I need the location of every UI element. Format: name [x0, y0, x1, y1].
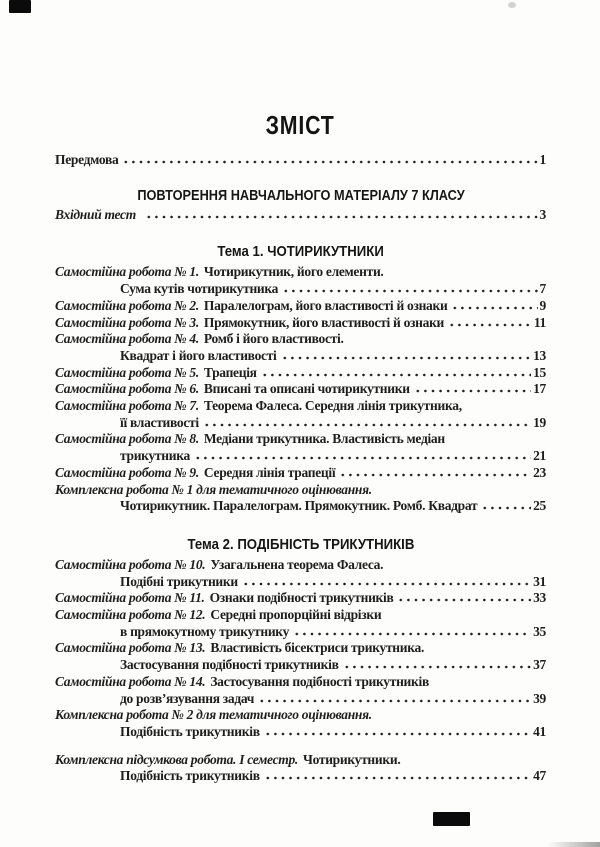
final-entries	[55, 752, 546, 785]
entry-lead-italic: Комплексна робота № 2 для тематичного оцінювання.	[55, 707, 372, 723]
toc-line	[55, 431, 546, 448]
toc-line	[55, 298, 546, 315]
repetition-entries	[55, 207, 546, 224]
entry-lead-italic: Комплексна підсумкова робота. І семестр.	[55, 751, 298, 767]
entry-title: Подібні трикутники	[120, 573, 238, 589]
entry-title: Передмова	[55, 152, 119, 167]
entry-lead-italic: Самостійна робота № 4.	[55, 331, 199, 347]
entry-title: Прямокутник, його властивості й ознаки	[203, 314, 445, 330]
toc-entry	[55, 752, 546, 785]
preface-block	[55, 152, 546, 169]
entry-title: Властивість бісектриси трикутника.	[210, 640, 425, 656]
entry-lead-italic: Комплексна робота № 1 для тематичного оцінювання.	[55, 481, 372, 497]
page-number: 11	[533, 314, 546, 330]
page-number: 35	[533, 623, 546, 639]
entry-title: Подібність трикутників	[120, 768, 260, 784]
toc-line	[55, 498, 546, 515]
page-number: 17	[533, 381, 546, 397]
dot-leader	[264, 768, 531, 780]
entry-title: Середня лінія трапеції	[203, 464, 336, 480]
entry-lead-italic: Самостійна робота № 2.	[55, 297, 199, 313]
toc-entry	[55, 207, 546, 224]
toc-entry	[55, 465, 546, 482]
page-number: 19	[533, 414, 546, 430]
toc-line	[55, 381, 546, 398]
page-title: ЗМІСТ	[265, 110, 335, 140]
entry-title: Трапеція	[203, 364, 257, 380]
entry-title: в прямокутному трикутнику	[120, 623, 290, 639]
toc-line	[55, 607, 546, 624]
page-number: 13	[533, 347, 546, 363]
entry-title: до розв’язування задач	[120, 690, 255, 706]
dot-leader	[281, 348, 532, 360]
dot-leader	[293, 624, 531, 636]
page-number: 1	[539, 152, 546, 167]
dot-leader	[264, 724, 531, 736]
entry-lead-italic: Самостійна робота № 6.	[55, 381, 199, 397]
table-of-contents	[55, 152, 546, 785]
entry-title: Середні пропорційні відрізки	[210, 607, 382, 623]
toc-line	[55, 707, 546, 724]
toc-line	[55, 752, 546, 769]
toc-line	[55, 331, 546, 348]
entry-title: Узагальнена теорема Фалеса.	[210, 556, 384, 572]
entry-title: Чотирикутники.	[302, 751, 401, 767]
dot-leader	[203, 415, 531, 427]
dot-leader	[122, 152, 537, 164]
page-number: 33	[533, 590, 546, 606]
dot-leader	[145, 207, 538, 219]
toc-entry	[55, 398, 546, 431]
toc-line	[55, 574, 546, 591]
entry-lead-italic: Вхідний тест	[55, 206, 136, 222]
theme2-entries	[55, 557, 546, 741]
dot-leader	[339, 465, 531, 477]
dot-leader	[258, 691, 531, 703]
toc-entry	[55, 482, 546, 515]
entry-lead-italic: Самостійна робота № 9.	[55, 464, 199, 480]
entry-title: Чотирикутник. Паралелограм. Прямокутник. Ромб. Квадрат	[120, 498, 478, 514]
dot-leader	[261, 365, 531, 377]
toc-line	[55, 448, 546, 465]
dot-leader	[343, 657, 532, 669]
toc-line	[55, 691, 546, 708]
entry-title: Теорема Фалеса. Середня лінія трикутника,	[203, 398, 462, 414]
toc-line	[55, 152, 546, 169]
toc-line	[55, 348, 546, 365]
toc-entry	[55, 315, 546, 332]
page-number: 7	[539, 281, 546, 297]
page-number: 37	[533, 657, 546, 673]
toc-entry	[55, 431, 546, 464]
entry-title: Вписані та описані чотирикутники	[203, 381, 410, 397]
toc-line	[55, 482, 546, 499]
entry-title: Сума кутів чотирикутника	[120, 281, 279, 297]
toc-line	[55, 590, 546, 607]
entry-lead-italic: Самостійна робота № 12.	[55, 607, 206, 623]
toc-entry	[55, 590, 546, 607]
toc-line	[55, 557, 546, 574]
entry-lead-italic: Самостійна робота № 10.	[55, 556, 206, 572]
toc-line	[55, 281, 546, 298]
toc-entry	[55, 607, 546, 640]
dot-leader	[481, 498, 531, 510]
entry-title: Подібність трикутників	[120, 723, 260, 739]
entry-title: Квадрат і його властивості	[120, 347, 277, 363]
entry-lead-italic: Самостійна робота № 8.	[55, 431, 199, 447]
entry-lead-italic: Самостійна робота № 7.	[55, 398, 199, 414]
toc-line	[55, 315, 546, 332]
dot-leader	[397, 590, 531, 602]
entry-title: Чотирикутник, його елементи.	[203, 264, 384, 280]
dot-leader	[414, 381, 531, 393]
toc-line	[55, 415, 546, 432]
toc-entry	[55, 381, 546, 398]
page-number: 39	[533, 690, 546, 706]
toc-entry	[55, 264, 546, 297]
toc-entry	[55, 365, 546, 382]
toc-line	[55, 365, 546, 382]
toc-line	[55, 657, 546, 674]
print-mark-top-left	[9, 0, 31, 13]
toc-line	[55, 768, 546, 785]
entry-lead-italic: Самостійна робота № 3.	[55, 314, 199, 330]
section-heading-repetition: ПОВТОРЕННЯ НАВЧАЛЬНОГО МАТЕРІАЛУ 7 КЛАСУ	[136, 187, 465, 204]
entry-lead-italic: Самостійна робота № 11.	[55, 590, 205, 606]
print-mark-bottom	[433, 812, 470, 826]
entry-lead-italic: Самостійна робота № 5.	[55, 364, 199, 380]
dot-leader	[451, 298, 537, 310]
toc-entry	[55, 557, 546, 590]
section-heading-theme1: Тема 1. ЧОТИРИКУТНИКИ	[217, 243, 384, 261]
entry-title: трикутника	[120, 448, 190, 464]
entry-lead-italic: Самостійна робота № 13.	[55, 640, 206, 656]
scan-smudge	[548, 842, 600, 847]
page-number: 21	[533, 448, 546, 464]
toc-entry	[55, 298, 546, 315]
page-number: 47	[533, 768, 546, 784]
toc-line	[55, 207, 546, 224]
page-number: 41	[533, 723, 546, 739]
entry-title: Ромб і його властивості.	[203, 331, 344, 347]
toc-line	[55, 465, 546, 482]
page-number: 31	[533, 573, 546, 589]
scan-speck	[508, 2, 516, 8]
entry-lead-italic: Самостійна робота № 1.	[55, 264, 199, 280]
toc-entry	[55, 674, 546, 707]
toc-line	[55, 264, 546, 281]
entry-title: її властивості	[120, 414, 199, 430]
entry-lead-italic: Самостійна робота № 14.	[55, 673, 206, 689]
entry-title: Ознаки подібності трикутників	[209, 590, 394, 606]
theme1-entries	[55, 264, 546, 515]
page-number: 9	[539, 297, 546, 313]
page-number: 3	[539, 206, 546, 222]
page-number: 15	[533, 364, 546, 380]
dot-leader	[194, 448, 531, 460]
entry-title: Застосування подібності трикутників	[210, 673, 429, 689]
entry-title: Застосування подібності трикутників	[120, 657, 339, 673]
page-number: 23	[533, 464, 546, 480]
toc-line	[55, 640, 546, 657]
toc-entry	[55, 707, 546, 740]
toc-line	[55, 398, 546, 415]
section-heading-theme2: Тема 2. ПОДІБНІСТЬ ТРИКУТНИКІВ	[187, 535, 414, 553]
toc-entry	[55, 152, 546, 169]
toc-line	[55, 624, 546, 641]
toc-entry	[55, 331, 546, 364]
entry-title: Паралелограм, його властивості й ознаки	[203, 297, 448, 313]
toc-entry	[55, 640, 546, 673]
dot-leader	[242, 574, 531, 586]
dot-leader	[282, 281, 537, 293]
toc-line	[55, 674, 546, 691]
dot-leader	[448, 315, 532, 327]
entry-title: Медіани трикутника. Властивість медіан	[203, 431, 445, 447]
page-number: 25	[533, 498, 546, 514]
toc-line	[55, 724, 546, 741]
